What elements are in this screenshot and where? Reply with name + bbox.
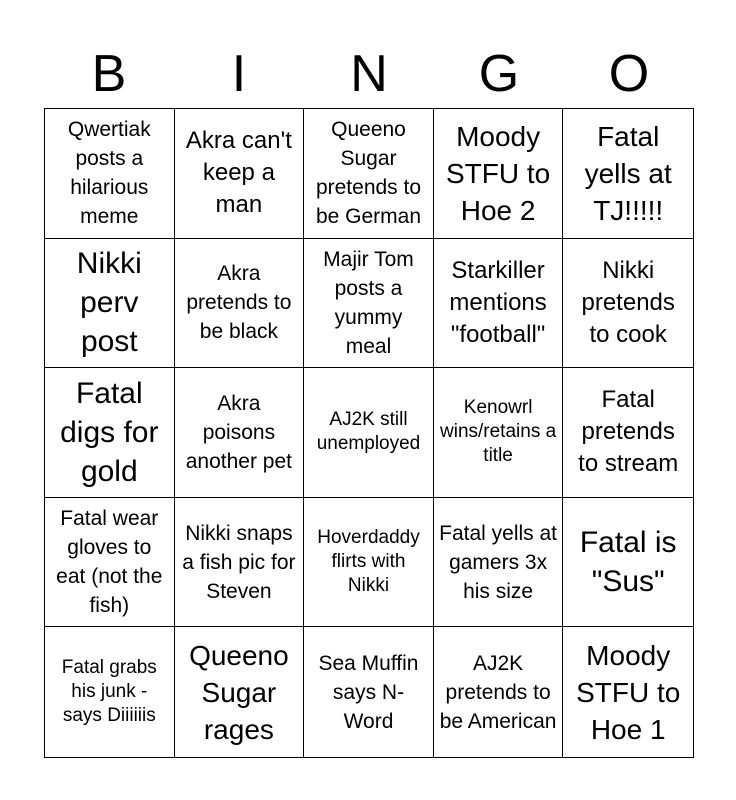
- bingo-cell-r1-c1[interactable]: [45, 109, 175, 239]
- bingo-cell-r3-c1[interactable]: [45, 368, 175, 498]
- bingo-cell-text: Akra can't keep a man: [185, 127, 292, 219]
- bingo-cell-text: Queeno Sugar pretends to be German: [315, 118, 422, 229]
- bingo-cell-r5-c3[interactable]: [304, 627, 434, 757]
- bingo-cell-text: Queeno Sugar rages: [189, 639, 289, 745]
- bingo-cell-text: Hoverdaddy flirts with Nikki: [317, 527, 420, 597]
- bingo-header: [44, 40, 694, 108]
- header-letter-i: I: [231, 45, 247, 103]
- bingo-cell-r5-c2[interactable]: [175, 627, 305, 757]
- bingo-cell-text: Fatal grabs his junk - says Diiiiiis: [61, 657, 157, 727]
- header-letter-o: O: [608, 45, 650, 103]
- bingo-cell-r2-c1[interactable]: [45, 239, 175, 369]
- bingo-cell-r1-c5[interactable]: [563, 109, 693, 239]
- bingo-cell-r4-c5[interactable]: [563, 498, 693, 628]
- bingo-cell-text: Fatal wear gloves to eat (not the fish): [56, 507, 163, 618]
- bingo-cell-text: Majir Tom posts a yummy meal: [323, 247, 414, 358]
- bingo-cell-text: AJ2K pretends to be American: [439, 651, 557, 733]
- bingo-cell-text: Moody STFU to Hoe 1: [576, 639, 681, 745]
- bingo-cell-text: Fatal digs for gold: [60, 376, 159, 488]
- bingo-cell-r3-c5[interactable]: [563, 368, 693, 498]
- bingo-cell-text: Nikki perv post: [76, 247, 142, 359]
- bingo-cell-text: AJ2K still unemployed: [316, 409, 421, 455]
- bingo-cell-text: Fatal yells at TJ!!!!!: [584, 120, 672, 226]
- bingo-cell-text: Fatal pretends to stream: [578, 386, 679, 478]
- bingo-board: [44, 108, 694, 758]
- bingo-cell-text: Sea Muffin says N-Word: [318, 651, 419, 733]
- bingo-cell-r1-c4[interactable]: [434, 109, 564, 239]
- bingo-cell-r5-c1[interactable]: [45, 627, 175, 757]
- bingo-cell-text: Nikki pretends to cook: [581, 256, 675, 348]
- bingo-cell-text: Qwertiak posts a hilarious meme: [67, 118, 151, 229]
- bingo-cell-text: Fatal yells at gamers 3x his size: [439, 521, 558, 603]
- header-letter-g: G: [478, 45, 520, 103]
- header-letter-b: B: [91, 45, 127, 103]
- bingo-cell-r3-c2[interactable]: [175, 368, 305, 498]
- bingo-cell-r4-c4[interactable]: [434, 498, 564, 628]
- bingo-cell-r5-c5[interactable]: [563, 627, 693, 757]
- bingo-cell-r2-c4[interactable]: [434, 239, 564, 369]
- bingo-cell-r5-c4[interactable]: [434, 627, 564, 757]
- bingo-cell-r2-c3[interactable]: [304, 239, 434, 369]
- bingo-cell-r4-c1[interactable]: [45, 498, 175, 628]
- bingo-cell-r4-c2[interactable]: [175, 498, 305, 628]
- bingo-cell-r3-c3[interactable]: [304, 368, 434, 498]
- bingo-cell-r2-c5[interactable]: [563, 239, 693, 369]
- bingo-cell-r2-c2[interactable]: [175, 239, 305, 369]
- bingo-cell-r1-c3[interactable]: [304, 109, 434, 239]
- bingo-cell-text: Moody STFU to Hoe 2: [445, 120, 551, 226]
- bingo-cell-r1-c2[interactable]: [175, 109, 305, 239]
- bingo-cell-r4-c3[interactable]: [304, 498, 434, 628]
- bingo-cell-text: Kenowrl wins/retains a title: [440, 397, 557, 467]
- bingo-cell-r3-c4[interactable]: [434, 368, 564, 498]
- header-letter-n: N: [350, 45, 388, 103]
- bingo-cell-text: Akra pretends to be black: [186, 262, 292, 344]
- bingo-cell-text: Starkiller mentions "football": [449, 256, 547, 348]
- bingo-cell-text: Fatal is "Sus": [579, 526, 677, 599]
- bingo-cell-text: Nikki snaps a fish pic for Steven: [182, 521, 296, 603]
- bingo-cell-text: Akra poisons another pet: [185, 391, 293, 473]
